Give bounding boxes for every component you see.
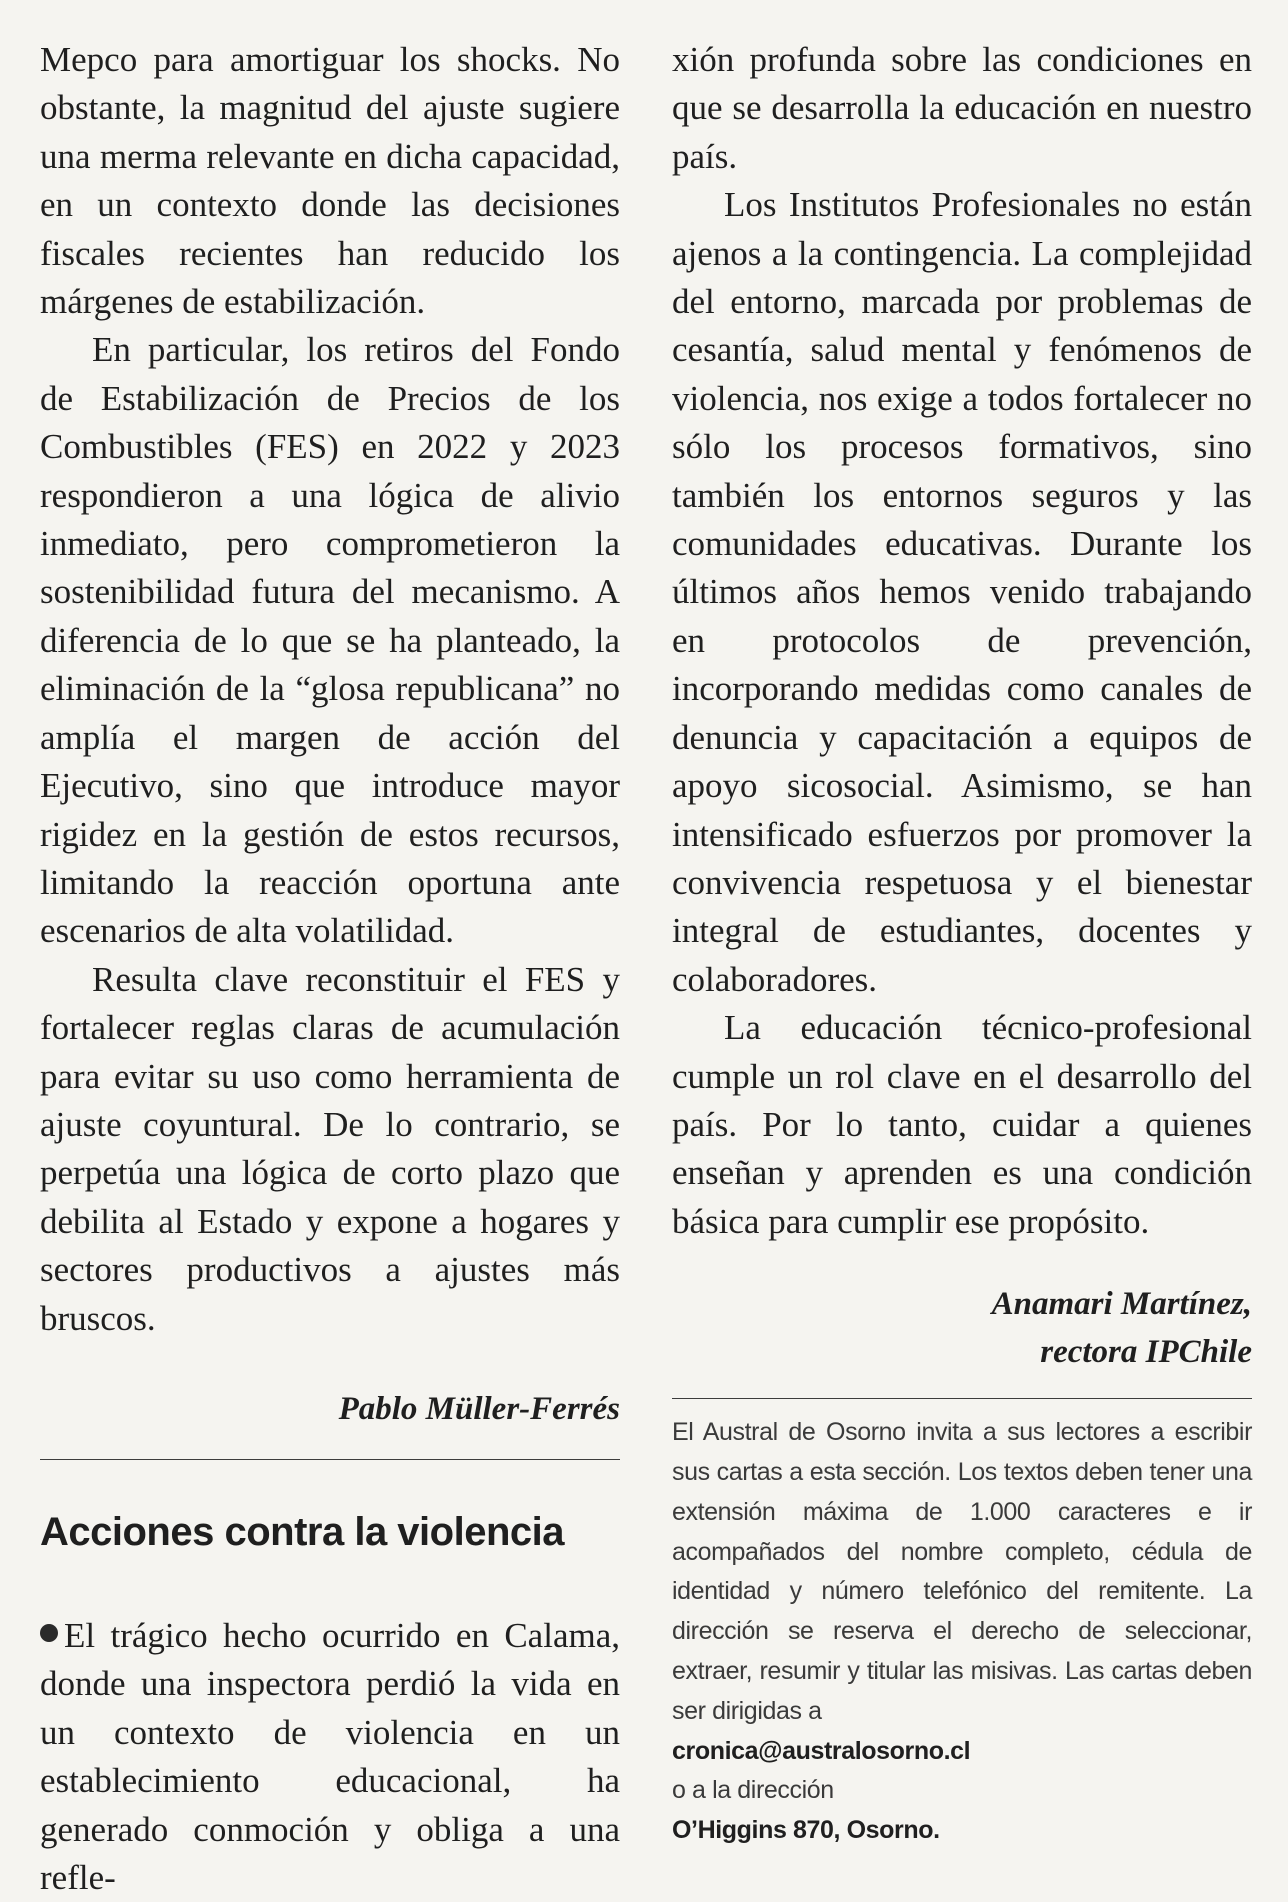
letter-violence bbox=[40, 1612, 620, 1902]
letter-paragraph: En particular, los retiros del Fondo de Estabilización de Precios de los Combustibles (FES) en 2022 y 2023 respondieron a una lógica de alivio inmediato, pero comprometieron la sostenibilidad futura del mecanismo. A diferencia de lo que se ha planteado, la eliminación de la “glosa republicana” no amplía el margen de acción del Ejecutivo, sino que introduce mayor rigidez en la gestión de estos recursos, limitando la reacción oportuna ante escenarios de alta volatilidad. bbox=[40, 330, 620, 951]
author-name: Anamari Martínez, bbox=[991, 1286, 1252, 1323]
notice-text: El Austral de Osorno invita a sus lectores a escribir sus cartas a esta sección. Los textos deben tener una extensión máxima de 1.000 caracteres e ir acompañados del nombre completo, cédula de identidad y número telefónico del remitente. La dirección se reserva el derecho de seleccionar, extraer, resumir y titular las misivas. Las cartas deben ser dirigidas a bbox=[672, 1418, 1252, 1725]
bullet-icon bbox=[40, 1624, 58, 1642]
author-role: rectora IPChile bbox=[1040, 1334, 1252, 1371]
letter-paragraph: Mepco para amortiguar los shocks. No obstante, la magnitud del ajuste sugiere una merma relevante en dicha capacidad, en un contexto donde las decisiones fiscales recientes han reducido los márgenes de estabilización. bbox=[40, 40, 620, 322]
notice-email[interactable]: cronica@australosorno.cl bbox=[672, 1736, 971, 1765]
author-signature: Pablo Müller-Ferrés bbox=[338, 1390, 620, 1427]
section-divider bbox=[40, 1459, 620, 1460]
letter-paragraph bbox=[40, 1612, 620, 1902]
letter-paragraph: Los Institutos Profesionales no están ajenos a la contingencia. La complejidad del entorno, marcada por problemas de cesantía, salud mental y fenómenos de violencia, nos exige a todos fortalecer no sólo los procesos formativos, sino también los entornos seguros y las comunidades educativas. Durante los últimos años hemos venido trabajando en protocolos de prevención, incorporando medidas como canales de denuncia y capacitación a equipos de apoyo sicosocial. Asimismo, se han intensificado esfuerzos por promover la convivencia respetuosa y el bienestar integral de estudiantes, docentes y colaboradores. bbox=[672, 185, 1252, 999]
right-column bbox=[672, 36, 1252, 1851]
letter-paragraph: La educación técnico-profesional cumple un rol clave en el desarrollo del país. Por lo tanto, cuidar a quienes enseñan y aprenden es una condición básica para cumplir ese propósito. bbox=[672, 1008, 1252, 1241]
notice-address-label: o a la dirección bbox=[672, 1776, 834, 1805]
letter-pablo bbox=[40, 36, 620, 1343]
notice-address: O’Higgins 870, Osorno. bbox=[672, 1816, 940, 1845]
letter-paragraph: xión profunda sobre las condiciones en que se desarrolla la educación en nuestro país. bbox=[672, 40, 1252, 176]
letter-paragraph-text: El trágico hecho ocurrido en Calama, donde una inspectora perdió la vida en un contexto de violencia en un establecimiento educacional, ha generado conmoción y obliga a una refle- bbox=[40, 1615, 620, 1897]
notice-divider bbox=[672, 1398, 1252, 1399]
author-signature bbox=[672, 1280, 1252, 1376]
section-title: Acciones contra la violencia bbox=[40, 1509, 564, 1554]
letter-violence-continued bbox=[672, 36, 1252, 1246]
letter-paragraph: Resulta clave reconstituir el FES y fortalecer reglas claras de acumulación para evitar su uso como herramienta de ajuste coyuntural. De lo contrario, se perpetúa una lógica de corto plazo que debilita al Estado y expone a hogares y sectores productivos a ajustes más bruscos. bbox=[40, 959, 620, 1338]
left-column bbox=[40, 36, 620, 1902]
submission-notice bbox=[672, 1413, 1252, 1851]
